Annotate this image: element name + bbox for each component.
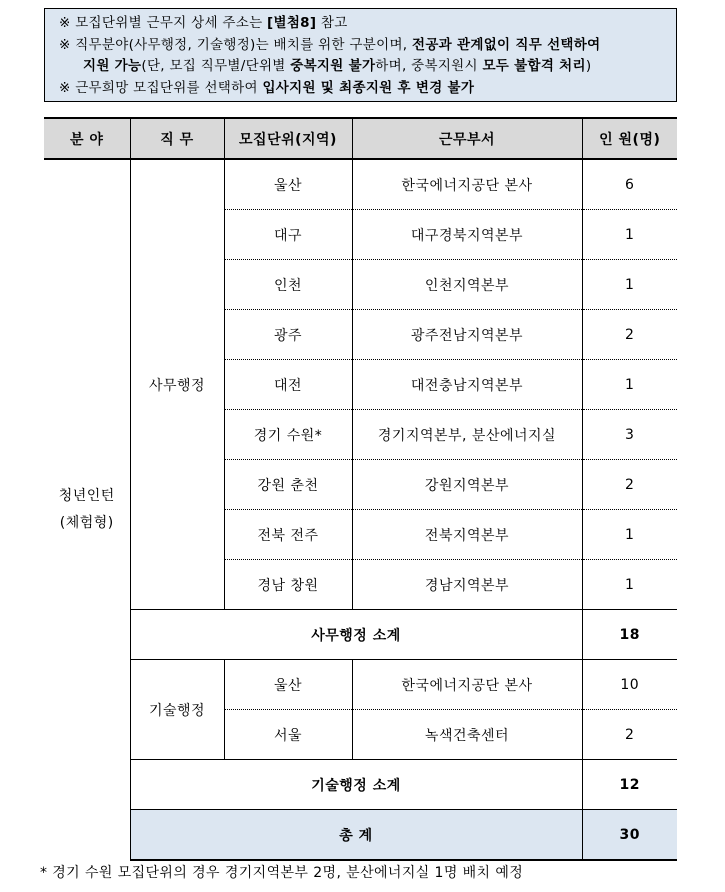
header-job: 직 무 [130,118,224,159]
region-cell: 인천 [224,260,352,310]
region-cell: 울산 [224,159,352,210]
region-cell: 경기 수원* [224,410,352,460]
count-cell: 1 [582,360,677,410]
count-cell: 1 [582,560,677,610]
notice-line-4: ※ 근무희망 모집단위를 선택하여 입사지원 및 최종지원 후 변경 불가 [59,79,475,96]
recruitment-table [44,117,677,861]
dept-cell: 대전충남지역본부 [352,360,582,410]
region-cell: 광주 [224,310,352,360]
table-row [44,159,677,210]
header-field: 분 야 [44,118,130,159]
header-count: 인 원(명) [582,118,677,159]
dept-cell: 한국에너지공단 본사 [352,159,582,210]
dept-cell: 경기지역본부, 분산에너지실 [352,410,582,460]
job-cell: 사무행정 [130,159,224,610]
header-dept: 근무부서 [352,118,582,159]
dept-cell: 녹색건축센터 [352,710,582,760]
subtotal-label: 기술행정 소계 [130,760,582,810]
notice-line-2: ※ 직무분야(사무행정, 기술행정)는 배치를 위한 구분이며, 전공과 관계없이 직무 선택하여 [59,36,601,53]
region-cell: 강원 춘천 [224,460,352,510]
job-cell: 기술행정 [130,660,224,760]
notice-line-3: 지원 가능(단, 모집 직무별/단위별 중복지원 불가하며, 중복지원시 모두 불합격 처리) [83,58,592,74]
count-cell: 2 [582,310,677,360]
count-cell: 2 [582,460,677,510]
count-cell: 2 [582,710,677,760]
dept-cell: 대구경북지역본부 [352,210,582,260]
subtotal-count: 18 [582,610,677,660]
subtotal-row [44,760,677,810]
table-header-row [44,118,677,159]
count-cell: 1 [582,260,677,310]
subtotal-label: 사무행정 소계 [130,610,582,660]
region-cell: 대구 [224,210,352,260]
dept-cell: 한국에너지공단 본사 [352,660,582,710]
region-cell: 울산 [224,660,352,710]
dept-cell: 광주전남지역본부 [352,310,582,360]
region-cell: 경남 창원 [224,560,352,610]
notice-box [44,8,677,102]
region-cell: 전북 전주 [224,510,352,560]
count-cell: 6 [582,159,677,210]
dept-cell: 인천지역본부 [352,260,582,310]
dept-cell: 강원지역본부 [352,460,582,510]
total-label: 총 계 [130,810,582,861]
dept-cell: 전북지역본부 [352,510,582,560]
dept-cell: 경남지역본부 [352,560,582,610]
count-cell: 1 [582,210,677,260]
total-count: 30 [582,810,677,861]
region-cell: 대전 [224,360,352,410]
notice-line-1: ※ 모집단위별 근무지 상세 주소는 [별첨8] 참고 [59,15,348,31]
subtotal-row [44,610,677,660]
table-row [44,660,677,710]
count-cell: 1 [582,510,677,560]
footnote: * 경기 수원 모집단위의 경우 경기지역본부 2명, 분산에너지실 1명 배치 예정 [40,865,524,881]
header-region: 모집단위(지역) [224,118,352,159]
total-row [44,810,677,861]
field-cell: 청년인턴 (체험형) [58,488,115,531]
count-cell: 3 [582,410,677,460]
region-cell: 서울 [224,710,352,760]
subtotal-count: 12 [582,760,677,810]
count-cell: 10 [582,660,677,710]
